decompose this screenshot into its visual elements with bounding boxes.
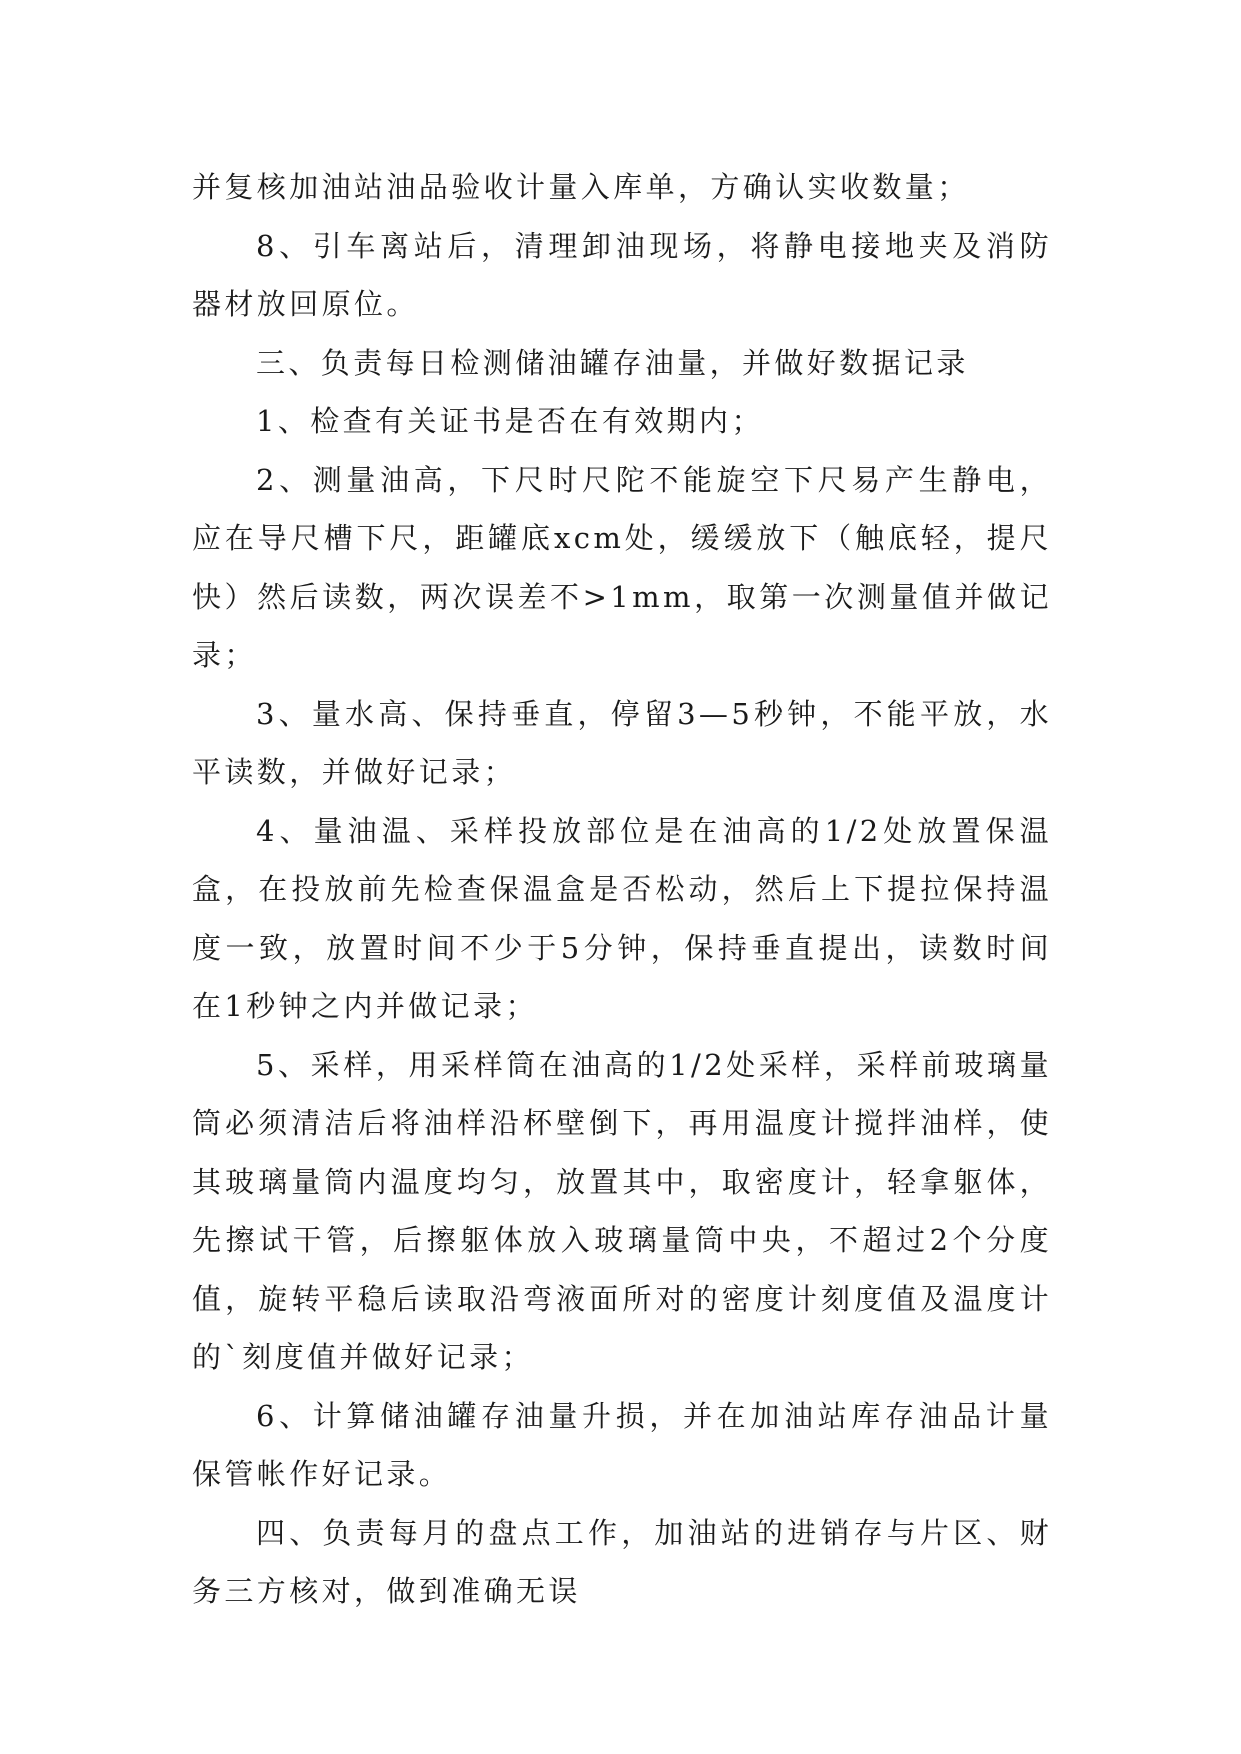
paragraph-step-2: 2、测量油高，下尺时尺陀不能旋空下尺易产生静电，应在导尺槽下尺，距罐底xcm处，缓缓放下（触底轻，提尺快）然后读数，两次误差不>1mm，取第一次测量值并做记录； — [192, 462, 1052, 672]
section-heading-3: 三、负责每日检测储油罐存油量，并做好数据记录 — [256, 345, 969, 380]
paragraph-step-1: 1、检查有关证书是否在有效期内； — [256, 404, 764, 438]
paragraph-continued-receipt: 并复核加油站油品验收计量入库单，方确认实收数量； — [192, 170, 970, 204]
paragraph-step-4: 4、量油温、采样投放部位是在油高的1/2处放置保温盒，在投放前先检查保温盒是否松动，然后上下提拉保持温度一致，放置时间不少于5分钟，保持垂直提出，读数时间在1秒钟之内并做记录； — [192, 813, 1052, 1023]
document-body — [192, 158, 1052, 1621]
section-heading-4: 四、负责每月的盘点工作，加油站的进销存与片区、财务三方核对，做到准确无误 — [192, 1515, 1052, 1608]
paragraph-step-6: 6、计算储油罐存油量升损，并在加油站库存油品计量保管帐作好记录。 — [192, 1398, 1052, 1491]
paragraph-step-5: 5、采样，用采样筒在油高的1/2处采样，采样前玻璃量筒必须清洁后将油样沿杯壁倒下，再用温度计搅拌油样，使其玻璃量筒内温度均匀，放置其中，取密度计，轻拿躯体，先擦试干管，后擦躯体放入玻璃量筒中央，不超过2个分度值，旋转平稳后读取沿弯液面所对的密度计刻度值及温度计的`刻度值并做好记录； — [192, 1047, 1052, 1374]
paragraph-step-8: 8、引车离站后，清理卸油现场，将静电接地夹及消防器材放回原位。 — [192, 228, 1052, 321]
paragraph-step-3: 3、量水高、保持垂直，停留3—5秒钟，不能平放，水平读数，并做好记录； — [192, 696, 1052, 789]
